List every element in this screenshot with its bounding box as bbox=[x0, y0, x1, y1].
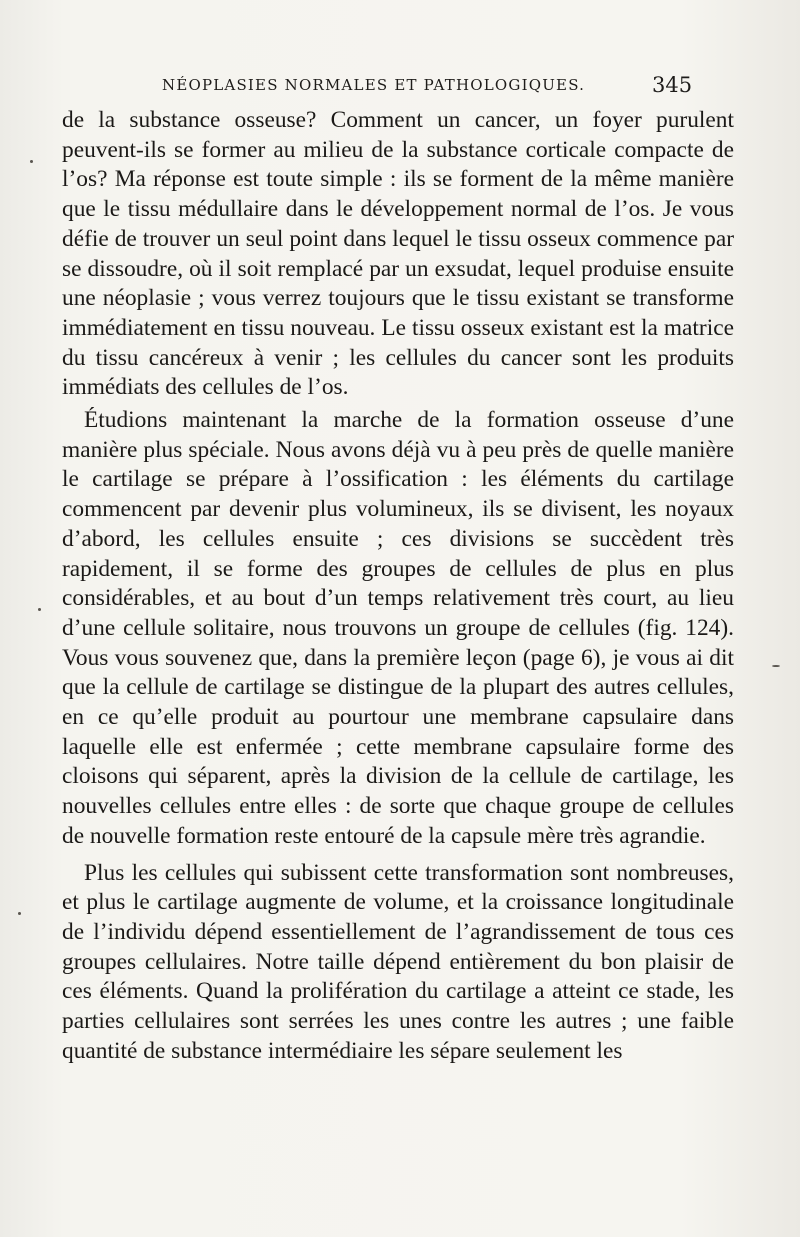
print-speck bbox=[772, 665, 780, 667]
paragraph-continued: de la substance osseuse? Comment un cancer, un foyer purulent peuvent-ils se former au milieu de la substance corticale compacte de l’os? Ma réponse est toute simple : ils se forment de la même manière que le tissu médullaire dans le développement normal de l’os. Je vous défie de trouver un seul point dans lequel le tissu osseux commence par se dissoudre, où il soit remplacé par un exsudat, lequel produise ensuite une néoplasie ; vous verrez toujours que le tissu existant se transforme immédiatement en tissu nouveau. Le tissu osseux existant est la matrice du tissu cancéreux à venir ; les cellules du cancer sont les produits immédiats des cellules de l’os. bbox=[62, 107, 734, 401]
print-speck bbox=[30, 160, 33, 163]
print-speck bbox=[18, 912, 21, 915]
page-number: 345 bbox=[652, 73, 693, 97]
paragraph: Plus les cellules qui subissent cette transformation sont nombreuses, et plus le cartilage augmente de volume, et la croissance longitudinale de l’individu dépend essentiellement de l’agrandissement de tous ces groupes cellulaires. Notre taille dépend entièrement du bon plaisir de ces éléments. Quand la prolifération du cartilage a atteint ce stade, les parties cellulaires sont serrées les unes contre les autres ; une faible quantité de substance intermédiaire les sépare seulement les bbox=[62, 859, 734, 1064]
paragraph: Étudions maintenant la marche de la formation osseuse d’une manière plus spéciale. Nous avons déjà vu à peu près de quelle manière le cartilage se prépare à l’ossification : les éléments du cartilage commencent par devenir plus volumineux, ils se divisent, les noyaux d’abord, les cellules ensuite ; ces divisions se succèdent très rapidement, il se forme des groupes de cellules de plus en plus considérables, et au bout d’un temps relativement très court, au lieu d’une cellule solitaire, nous trouvons un groupe de cellules (fig. 124). Vous vous souvenez que, dans la première leçon (page 6), je vous ai dit que la cellule de cartilage se distingue de la plupart des autres cellules, en ce qu’elle produit au pourtour une membrane capsulaire dans laquelle elle est enfermée ; cette membrane capsulaire forme des cloisons qui séparent, après la division de la cellule de cartilage, les nouvelles cellules entre elles : de sorte que chaque groupe de cellules de nouvelle formation reste entouré de la capsule mère très agrandie. bbox=[62, 407, 734, 849]
print-speck bbox=[38, 608, 41, 611]
body-text bbox=[62, 106, 734, 1067]
page-header bbox=[0, 70, 800, 100]
running-title: NÉOPLASIES NORMALES ET PATHOLOGIQUES. bbox=[162, 76, 586, 94]
